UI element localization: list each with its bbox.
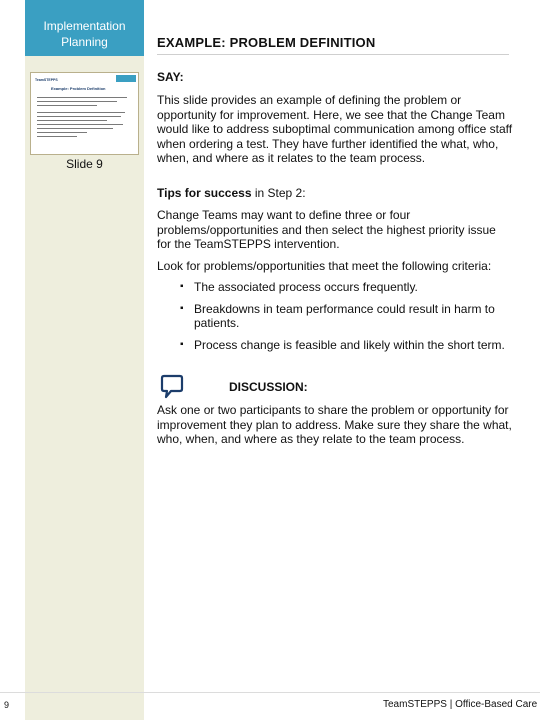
thumbnail-text-line bbox=[37, 101, 117, 102]
criteria-intro: Look for problems/opportunities that meet the following criteria: bbox=[157, 259, 492, 273]
section-tab bbox=[25, 0, 144, 56]
thumbnail-section-tag bbox=[116, 75, 136, 82]
thumbnail-text-line bbox=[37, 136, 77, 137]
tips-rest: in Step 2: bbox=[251, 186, 306, 200]
slide-thumbnail bbox=[30, 72, 139, 155]
speech-bubble-icon bbox=[160, 374, 184, 400]
thumbnail-text-line bbox=[37, 128, 113, 129]
tips-bold: Tips for success bbox=[157, 186, 252, 200]
section-tab-line1: Implementation bbox=[43, 19, 126, 33]
list-item: ▪ The associated process occurs frequently. bbox=[180, 280, 418, 294]
title-divider bbox=[157, 54, 509, 55]
section-tab-line2: Planning bbox=[61, 35, 108, 49]
square-bullet-icon: ▪ bbox=[180, 338, 184, 350]
list-item: ▪ Breakdowns in team performance could result in harm to patients. bbox=[180, 301, 495, 330]
footer-title: TeamSTEPPS | Office-Based Care bbox=[383, 699, 538, 710]
thumbnail-text-line bbox=[37, 124, 123, 125]
page-title: EXAMPLE: PROBLEM DEFINITION bbox=[157, 35, 376, 50]
discussion-paragraph: Ask one or two participants to share the problem or opportunity for improvement they plan to address. Make sure they share the what, who, when, and where as they relate to the team process. bbox=[157, 403, 512, 446]
say-paragraph: This slide provides an example of defining the problem or opportunity for improvement. Here, we see that the Change Team would like to address suboptimal communication among office staff when ordering a test. They have further identified the what, who, when, and where as it relates to the team process. bbox=[157, 93, 513, 165]
square-bullet-icon: ▪ bbox=[180, 302, 184, 314]
thumbnail-text-line bbox=[37, 105, 97, 106]
slide-label: Slide 9 bbox=[66, 157, 103, 171]
tips-paragraph: Change Teams may want to define three or four problems/opportunities and then select the highest priority issue for the TeamSTEPPS intervention. bbox=[157, 208, 496, 251]
thumbnail-text-line bbox=[37, 132, 87, 133]
thumbnail-text-line bbox=[37, 97, 127, 98]
thumbnail-text-line bbox=[37, 120, 107, 121]
criteria-list bbox=[180, 280, 510, 359]
discussion-label: DISCUSSION: bbox=[229, 380, 308, 394]
tips-heading bbox=[157, 186, 513, 201]
page-number: 9 bbox=[4, 700, 10, 710]
thumbnail-text-line bbox=[37, 112, 125, 113]
thumbnail-title: Example: Problem Definition bbox=[51, 86, 106, 91]
say-label: SAY: bbox=[157, 70, 184, 84]
footer-divider bbox=[0, 692, 540, 693]
thumbnail-text-line bbox=[37, 116, 121, 117]
list-item: ▪ Process change is feasible and likely within the short term. bbox=[180, 337, 505, 352]
thumbnail-brand: TeamSTEPPS bbox=[35, 78, 58, 82]
square-bullet-icon: ▪ bbox=[180, 281, 184, 292]
